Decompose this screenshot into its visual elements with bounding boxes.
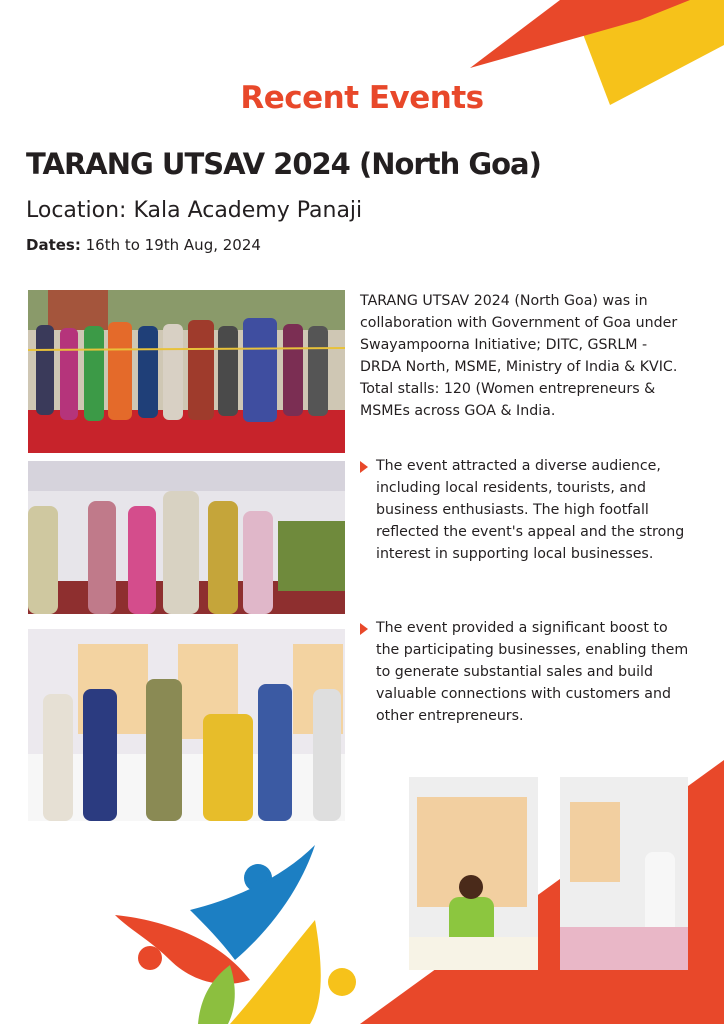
photo-woman-at-stall bbox=[409, 777, 538, 970]
bullet-audience-text: The event attracted a diverse audience, including local residents, tourists, and business enthusiasts. The high footfall reflected the event's appeal and the strong interest in supporting local businesses. bbox=[376, 458, 685, 562]
bullet-audience bbox=[360, 455, 690, 565]
logo-blue-swoosh bbox=[190, 845, 315, 960]
dates-label: Dates: bbox=[26, 236, 81, 254]
bullet-arrow-icon bbox=[360, 461, 368, 473]
bullet-business-boost-text: The event provided a significant boost to the participating businesses, enabling them to generate substantial sales and build valuable connections with customers and other entrepreneurs. bbox=[376, 620, 689, 724]
event-dates bbox=[26, 236, 261, 254]
section-title: Recent Events bbox=[240, 80, 484, 116]
photo-ribbon-cutting bbox=[28, 290, 345, 453]
event-location: Location: Kala Academy Panaji bbox=[26, 198, 363, 223]
logo-red-head bbox=[138, 946, 162, 970]
event-intro: TARANG UTSAV 2024 (North Goa) was in collaboration with Government of Goa under Swayampoorna Initiative; DITC, GSRLM - DRDA North, MSME, Ministry of India & KVIC. Total stalls: 120 (Women entrepreneurs & MSMEs across GOA & India. bbox=[360, 293, 678, 419]
tarang-logo bbox=[110, 840, 380, 1024]
photo-stall-banners bbox=[28, 629, 345, 821]
photo-crowd-stalls bbox=[28, 461, 345, 614]
top-right-red-shape bbox=[470, 0, 690, 68]
dates-value: 16th to 19th Aug, 2024 bbox=[80, 236, 261, 254]
bullet-arrow-icon bbox=[360, 623, 368, 635]
photo-customer-at-stall bbox=[560, 777, 688, 970]
bullet-business-boost bbox=[360, 617, 690, 727]
logo-yellow-head bbox=[328, 968, 356, 996]
event-title: TARANG UTSAV 2024 (North Goa) bbox=[26, 147, 541, 181]
